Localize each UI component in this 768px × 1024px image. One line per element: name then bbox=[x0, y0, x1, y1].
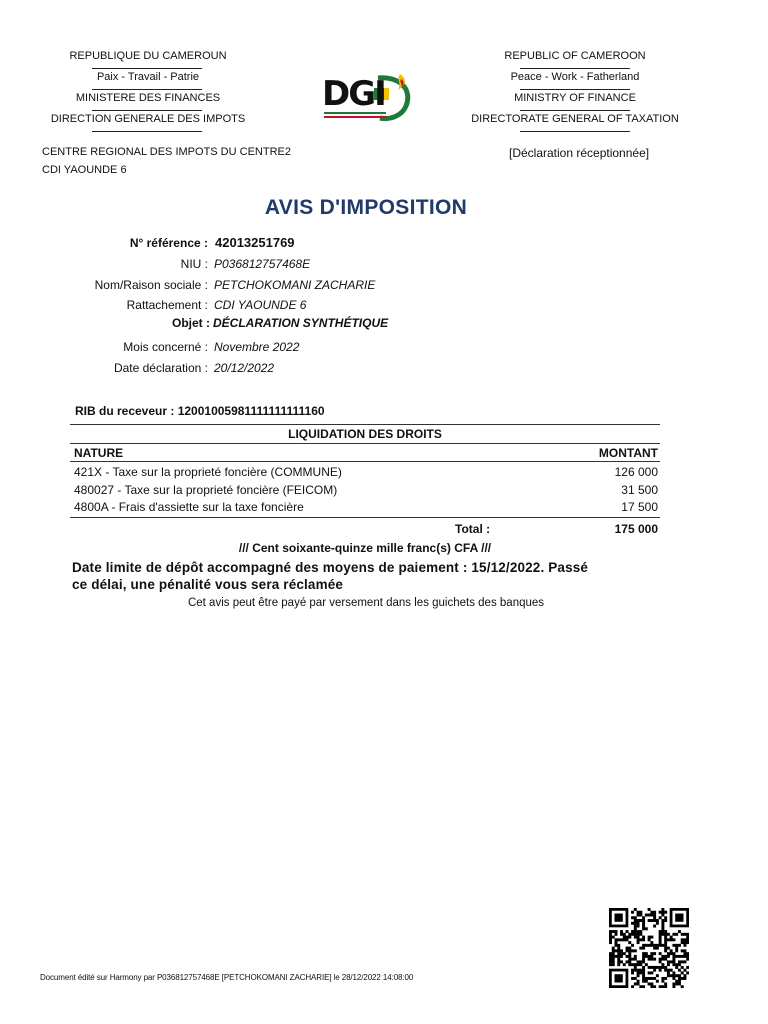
header-left bbox=[38, 50, 258, 134]
table-bottom-rule bbox=[70, 517, 660, 518]
date-declaration-label: Date déclaration : bbox=[113, 361, 208, 375]
amount-in-words: /// Cent soixante-quinze mille franc(s) CFA /// bbox=[238, 541, 492, 555]
header-right-line-4: DIRECTORATE GENERAL OF TAXATION bbox=[471, 113, 679, 125]
total-value: 175 000 bbox=[614, 522, 658, 536]
reference-label: N° référence : bbox=[129, 236, 208, 250]
footer-note: Document édité sur Harmony par P036812757468E [PETCHOKOMANI ZACHARIE] le 28/12/2022 14:08:00 bbox=[40, 973, 414, 982]
centre-regional: CENTRE REGIONAL DES IMPOTS DU CENTRE2 bbox=[42, 146, 291, 158]
header-left-divider-2 bbox=[92, 89, 202, 90]
cdi-name: CDI YAOUNDE 6 bbox=[42, 164, 127, 176]
header-right-line-1: REPUBLIC OF CAMEROON bbox=[504, 50, 646, 62]
nom-value: PETCHOKOMANI ZACHARIE bbox=[214, 278, 376, 292]
col-montant-header: MONTANT bbox=[598, 446, 658, 460]
header-right-divider-1 bbox=[520, 68, 630, 69]
table-row-nature: 480027 - Taxe sur la proprieté foncière (FEICOM) bbox=[74, 483, 338, 497]
header-left-divider-3 bbox=[92, 110, 202, 111]
header-left-line-3: MINISTERE DES FINANCES bbox=[75, 92, 221, 104]
declaration-status: [Déclaration réceptionnée] bbox=[509, 146, 650, 160]
header-left-divider-1 bbox=[92, 68, 202, 69]
payment-note: Cet avis peut être payé par versement dans les guichets des banques bbox=[187, 597, 545, 609]
header-right-line-3: MINISTRY OF FINANCE bbox=[514, 92, 636, 104]
page-title: AVIS D'IMPOSITION bbox=[264, 196, 468, 219]
table-row-montant: 31 500 bbox=[621, 483, 658, 497]
date-declaration-value: 20/12/2022 bbox=[214, 361, 275, 375]
table-row-nature: 421X - Taxe sur la proprieté foncière (COMMUNE) bbox=[74, 465, 342, 479]
table-header-rule bbox=[70, 461, 660, 462]
header-left-line-2: Paix - Travail - Patrie bbox=[96, 71, 200, 83]
nom-label: Nom/Raison sociale : bbox=[94, 278, 208, 292]
table-row-montant: 126 000 bbox=[614, 465, 658, 479]
header-right-divider-3 bbox=[520, 110, 630, 111]
objet-value: DÉCLARATION SYNTHÉTIQUE bbox=[213, 316, 389, 330]
table-row-montant: 17 500 bbox=[621, 500, 658, 514]
qr-code bbox=[609, 908, 689, 988]
mois-label: Mois concerné : bbox=[123, 340, 208, 354]
table-title: LIQUIDATION DES DROITS bbox=[288, 427, 442, 441]
header-left-divider-4 bbox=[92, 131, 202, 132]
dgi-logo bbox=[318, 70, 418, 130]
table-title-rule bbox=[70, 443, 660, 444]
niu-label: NIU : bbox=[180, 257, 208, 271]
header-right bbox=[455, 50, 695, 134]
rattachement-value: CDI YAOUNDE 6 bbox=[214, 298, 307, 312]
logo-text: DGI bbox=[322, 74, 385, 114]
rattachement-label: Rattachement : bbox=[126, 298, 208, 312]
table-top-rule bbox=[70, 424, 660, 425]
niu-value: P036812757468E bbox=[214, 257, 311, 271]
rib-receveur: RIB du receveur : 12001005981111111111160 bbox=[75, 404, 325, 418]
reference-value: 42013251769 bbox=[215, 235, 295, 250]
header-right-line-2: Peace - Work - Fatherland bbox=[510, 71, 640, 83]
header-left-line-4: DIRECTION GENERALE DES IMPOTS bbox=[50, 113, 246, 125]
mois-value: Novembre 2022 bbox=[214, 340, 300, 354]
header-right-divider-4 bbox=[520, 131, 630, 132]
table-row-nature: 4800A - Frais d'assiette sur la taxe foncière bbox=[74, 500, 304, 514]
deadline-line-1: Date limite de dépôt accompagné des moyens de paiement : 15/12/2022. Passé bbox=[72, 560, 589, 575]
header-left-line-1: REPUBLIQUE DU CAMEROUN bbox=[69, 50, 227, 62]
deadline-line-2: ce délai, une pénalité vous sera réclamée bbox=[72, 577, 344, 592]
total-label: Total : bbox=[455, 522, 491, 536]
objet-label: Objet : bbox=[172, 316, 210, 330]
header-right-divider-2 bbox=[520, 89, 630, 90]
col-nature-header: NATURE bbox=[74, 446, 124, 460]
